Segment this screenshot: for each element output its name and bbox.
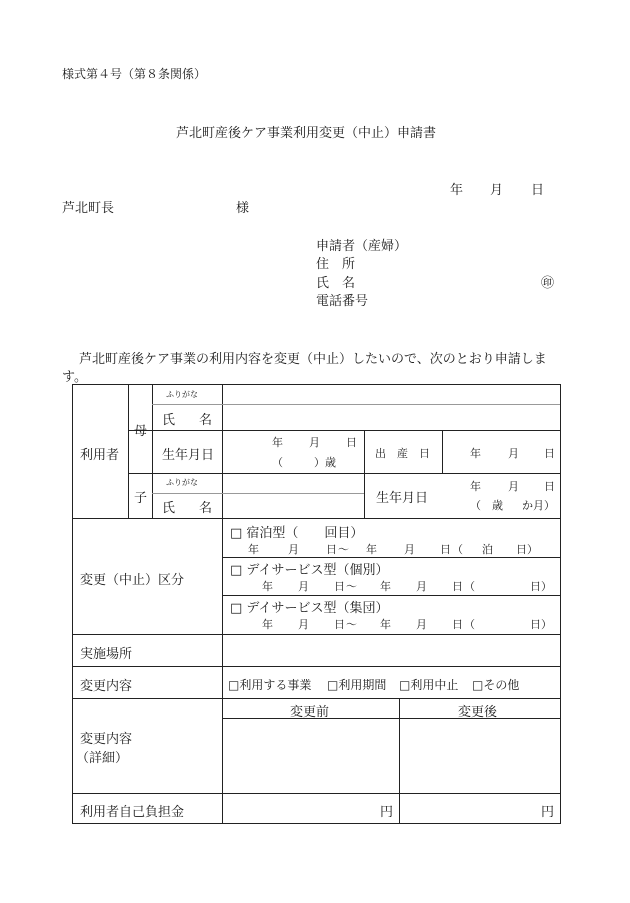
cost-before-yen: 円 bbox=[380, 805, 394, 820]
applicant-address-label: 住 所 bbox=[316, 257, 356, 272]
group-end-month: 月 bbox=[416, 618, 427, 631]
child-label: 子 bbox=[134, 491, 148, 506]
child-dob-year: 年 bbox=[470, 480, 481, 493]
mother-age-open: （ bbox=[272, 456, 283, 469]
child-furigana-label: ふりがな bbox=[166, 478, 198, 487]
stay-end-year: 年 bbox=[366, 543, 377, 556]
group-start-day: 日 bbox=[334, 618, 345, 631]
indiv-end-year: 年 bbox=[380, 580, 391, 593]
page-title: 芦北町産後ケア事業利用変更（中止）申請書 bbox=[176, 126, 437, 141]
user-label: 利用者 bbox=[80, 448, 120, 463]
birth-month: 月 bbox=[508, 447, 519, 460]
after-label: 変更後 bbox=[458, 705, 498, 720]
content-label: 変更内容 bbox=[80, 679, 133, 694]
indiv-day-close: 日） bbox=[530, 580, 552, 593]
mother-dob-month: 月 bbox=[309, 436, 320, 449]
mother-label: 母 bbox=[134, 424, 148, 439]
date-year-label: 年 bbox=[450, 183, 464, 198]
stay-nights: 泊 bbox=[482, 543, 493, 556]
cost-after-yen: 円 bbox=[541, 805, 555, 820]
stay-start-day: 日 bbox=[326, 543, 337, 556]
stay-start-month: 月 bbox=[288, 543, 299, 556]
indiv-tilde: 〜 bbox=[346, 580, 357, 593]
date-month-label: 月 bbox=[490, 183, 504, 198]
seal-mark: ㊞ bbox=[541, 276, 555, 291]
group-end-year: 年 bbox=[380, 618, 391, 631]
place-label: 実施場所 bbox=[80, 647, 133, 662]
group-start-year: 年 bbox=[262, 618, 273, 631]
group-end-day: 日 bbox=[452, 618, 463, 631]
stay-tilde: 〜 bbox=[338, 543, 349, 556]
mother-dob-label: 生年月日 bbox=[162, 448, 215, 463]
birth-date-label: 出 産 日 bbox=[375, 447, 430, 460]
group-paren-open: （ bbox=[464, 618, 475, 631]
mother-dob-year: 年 bbox=[272, 436, 283, 449]
applicant-name-label: 氏 名 bbox=[316, 276, 356, 291]
detail-label: 変更内容 bbox=[80, 732, 133, 747]
child-dob-day: 日 bbox=[544, 480, 555, 493]
option-cancel[interactable]: □利用中止 bbox=[399, 678, 459, 692]
group-start-month: 月 bbox=[298, 618, 309, 631]
honorific: 様 bbox=[236, 201, 250, 216]
birth-year: 年 bbox=[470, 447, 481, 460]
category-label: 変更（中止）区分 bbox=[80, 573, 185, 588]
child-age-months: か月） bbox=[522, 499, 555, 512]
child-name-label: 氏 名 bbox=[162, 501, 212, 516]
indiv-start-year: 年 bbox=[262, 580, 273, 593]
option-day-individual[interactable]: □ デイサービス型（個別） bbox=[230, 563, 389, 578]
detail-label-sub: （詳細） bbox=[76, 751, 129, 766]
before-label: 変更前 bbox=[290, 705, 330, 720]
option-period[interactable]: □利用期間 bbox=[327, 678, 387, 692]
child-age-open: （ bbox=[470, 499, 481, 512]
after-detail-field[interactable] bbox=[400, 719, 559, 792]
mother-furigana-label: ふりがな bbox=[166, 390, 198, 399]
group-tilde: 〜 bbox=[346, 618, 357, 631]
before-detail-field[interactable] bbox=[223, 719, 398, 792]
mother-dob-day: 日 bbox=[346, 436, 357, 449]
option-day-group[interactable]: □ デイサービス型（集団） bbox=[230, 601, 389, 616]
indiv-end-day: 日 bbox=[452, 580, 463, 593]
indiv-start-month: 月 bbox=[298, 580, 309, 593]
option-stay[interactable]: □ 宿泊型（ 回目） bbox=[230, 526, 364, 541]
stay-paren-open: （ bbox=[452, 543, 463, 556]
child-age-years: 歳 bbox=[492, 499, 503, 512]
stay-end-day: 日 bbox=[440, 543, 451, 556]
applicant-phone-label: 電話番号 bbox=[316, 294, 369, 309]
intro-line-2: す。 bbox=[62, 370, 87, 385]
mother-age-close: ）歳 bbox=[314, 456, 336, 469]
intro-line-1: 芦北町産後ケア事業の利用内容を変更（中止）したいので、次のとおり申請しま bbox=[79, 352, 547, 367]
applicant-heading: 申請者（産婦） bbox=[316, 239, 408, 254]
indiv-end-month: 月 bbox=[416, 580, 427, 593]
child-dob-month: 月 bbox=[508, 480, 519, 493]
child-dob-label: 生年月日 bbox=[376, 491, 429, 506]
addressee: 芦北町長 bbox=[62, 201, 115, 216]
cost-label: 利用者自己負担金 bbox=[80, 805, 185, 820]
mother-name-label: 氏 名 bbox=[162, 413, 212, 428]
option-other[interactable]: □その他 bbox=[472, 678, 520, 692]
indiv-paren-open: （ bbox=[464, 580, 475, 593]
stay-end-month: 月 bbox=[404, 543, 415, 556]
date-day-label: 日 bbox=[531, 183, 545, 198]
form-number: 様式第４号（第８条関係） bbox=[62, 67, 207, 81]
stay-day-close: 日） bbox=[516, 543, 538, 556]
birth-day: 日 bbox=[544, 447, 555, 460]
stay-start-year: 年 bbox=[248, 543, 259, 556]
indiv-start-day: 日 bbox=[334, 580, 345, 593]
option-business[interactable]: □利用する事業 bbox=[228, 678, 312, 692]
group-day-close: 日） bbox=[530, 618, 552, 631]
